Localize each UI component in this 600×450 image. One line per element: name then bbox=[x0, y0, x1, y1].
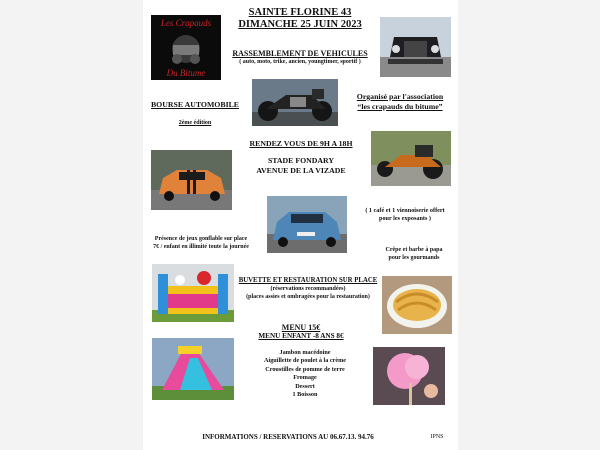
games-line1: Présence de jeux gonflable sur place bbox=[154, 236, 248, 242]
crepe-line2: pour les gourmands bbox=[388, 255, 440, 261]
bourse-title: BOURSE AUTOMOBILE bbox=[150, 100, 240, 109]
menu-item: Croustilles de pomme de terre bbox=[265, 365, 345, 373]
menu-items bbox=[246, 349, 364, 399]
footer-ipns: IPNS bbox=[430, 434, 444, 440]
rdv-title: RENDEZ VOUS DE 9H A 18H bbox=[249, 139, 353, 148]
footer-info: INFORMATIONS / RESERVATIONS AU 06.67.13. 94.76 bbox=[202, 433, 374, 441]
organiser-line1: Organisé par l'association bbox=[356, 92, 444, 101]
buvette-title: BUVETTE ET RESTAURATION SUR PLACE bbox=[238, 277, 378, 284]
menu-child: MENU ENFANT -8 ANS 8€ bbox=[258, 332, 344, 340]
photo-motorcycle bbox=[252, 79, 338, 126]
crepe-line1: Crêpe et barbe à papa bbox=[385, 247, 443, 253]
menu-item: Jambon macédoine bbox=[279, 349, 331, 356]
photo-cotton-candy bbox=[373, 347, 445, 405]
photo-inflatable-slide bbox=[152, 338, 234, 400]
menu-item: Fromage bbox=[293, 374, 317, 382]
bourse-edition: 2ème édition bbox=[178, 120, 212, 126]
organiser-line2: “les crapauds du bitume” bbox=[357, 102, 443, 111]
club-logo bbox=[151, 15, 221, 80]
menu-title: MENU 15€ bbox=[281, 323, 321, 332]
logo-text-top: Les Crapauds bbox=[160, 18, 212, 28]
buvette-line2: (places assies et ombragées pour la restauration) bbox=[246, 294, 370, 300]
logo-text-bottom: Du Bitume bbox=[166, 68, 206, 78]
menu-item: 1 Boisson bbox=[292, 391, 318, 399]
menu-item: Aiguillette de poulet à la crème bbox=[264, 357, 346, 365]
buvette-line1: (réservations recommandées) bbox=[270, 286, 346, 292]
games-line2: 7€ / enfant en illimité toute la journée bbox=[153, 244, 249, 250]
photo-orange-car bbox=[151, 150, 232, 210]
rassemblement-subtitle: ( auto, moto, trike, ancien, youngtimer, sportif ) bbox=[239, 59, 361, 65]
rassemblement-title: RASSEMBLEMENT DE VEHICULES bbox=[232, 49, 368, 58]
photo-blue-car bbox=[267, 196, 347, 253]
rdv-place1: STADE FONDARY bbox=[267, 156, 335, 165]
header-date: DIMANCHE 25 JUIN 2023 bbox=[238, 19, 362, 30]
menu-item: Dessert bbox=[295, 382, 315, 390]
header-town: SAINTE FLORINE 43 bbox=[248, 7, 352, 18]
photo-vintage-car bbox=[380, 17, 451, 77]
photo-bouncy-castle bbox=[152, 264, 234, 322]
offer-line1: ( 1 café et 1 viennoiserie offert bbox=[365, 207, 445, 214]
photo-trike bbox=[371, 131, 451, 186]
rdv-place2: AVENUE DE LA VIZADE bbox=[256, 166, 346, 175]
photo-crepes bbox=[382, 276, 452, 334]
offer-line2: pour les exposants ) bbox=[379, 215, 431, 222]
